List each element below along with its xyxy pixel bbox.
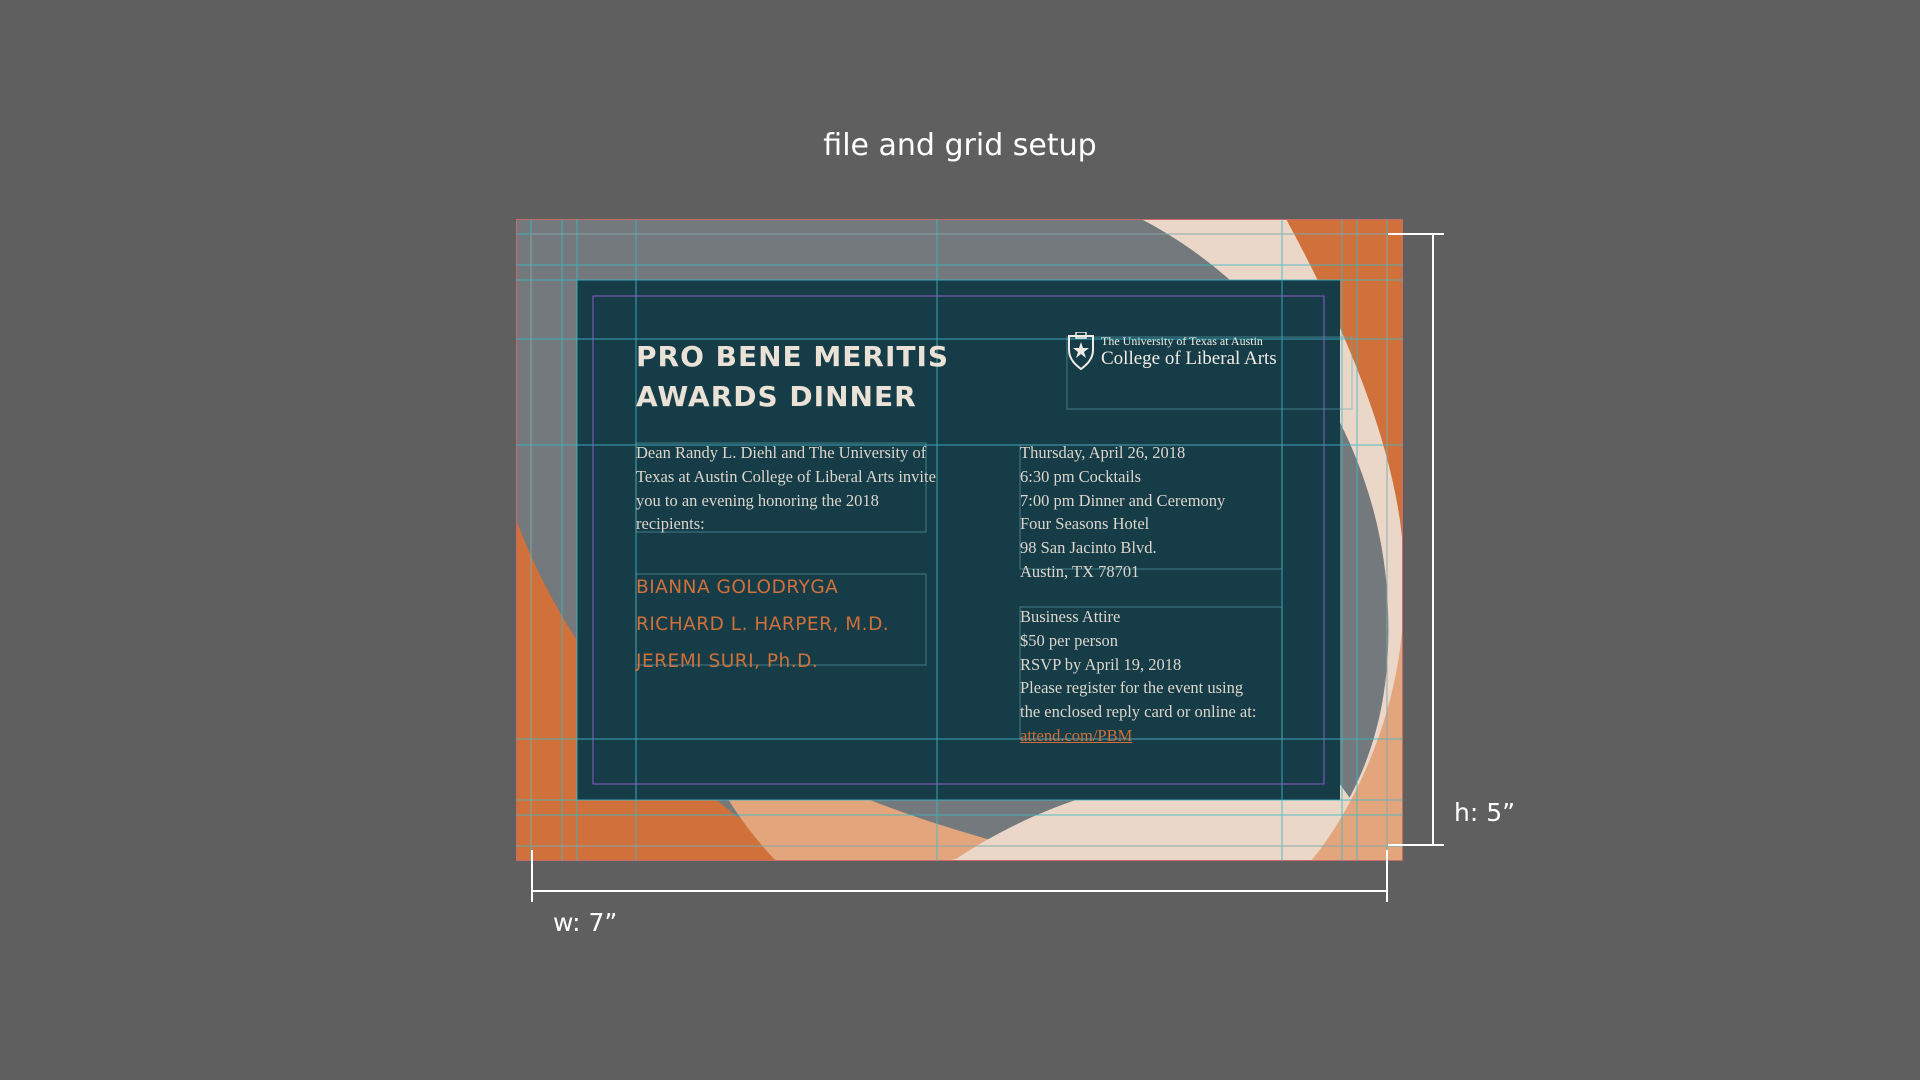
invitation-title [636, 337, 949, 417]
width-dimension-tick-left [531, 850, 533, 902]
rsvp-link[interactable]: attend.com/PBM [1020, 725, 1133, 745]
invitation-card [516, 219, 1403, 861]
recipient-name: RICHARD L. HARPER, M.D. [636, 614, 890, 635]
width-dimension-line [531, 890, 1388, 892]
height-label: h: 5” [1454, 798, 1516, 827]
event-venue: Four Seasons Hotel [1020, 514, 1150, 534]
width-dimension-tick-right [1386, 850, 1388, 902]
recipient-list [636, 569, 889, 680]
width-label: w: 7” [553, 908, 618, 937]
logo-college-name: College of Liberal Arts [1101, 348, 1277, 369]
event-cocktails: 6:30 pm Cocktails [1020, 466, 1141, 486]
height-dimension-tick-top [1388, 233, 1444, 235]
register-instructions-2: the enclosed reply card or online at: [1020, 702, 1257, 722]
title-line-2: AWARDS DINNER [636, 380, 917, 413]
event-date: Thursday, April 26, 2018 [1020, 443, 1186, 462]
page-title: file and grid setup [823, 128, 1097, 163]
ticket-price: $50 per person [1020, 630, 1119, 650]
title-line-1: PRO BENE MERITIS [636, 340, 950, 373]
recipient-name: BIANNA GOLODRYGA [636, 577, 839, 598]
height-dimension-tick-bottom [1388, 844, 1444, 846]
ut-shield-icon [1067, 332, 1095, 370]
register-instructions-1: Please register for the event using [1020, 678, 1244, 698]
height-dimension-line [1432, 233, 1434, 845]
event-extra-info [1020, 605, 1300, 748]
rsvp-deadline: RSVP by April 19, 2018 [1020, 654, 1182, 674]
college-logo [1067, 332, 1307, 376]
logo-university-name: The University of Texas at Austin [1101, 334, 1263, 348]
event-dinner: 7:00 pm Dinner and Ceremony [1020, 490, 1226, 510]
event-street: 98 San Jacinto Blvd. [1020, 538, 1157, 558]
invitation-intro: Dean Randy L. Diehl and The University of Texas at Austin College of Liberal Arts invite you to an evening honoring the 2018 recipients: [636, 443, 936, 534]
event-details [1020, 441, 1300, 584]
recipient-name: JEREMI SURI, Ph.D. [636, 651, 819, 672]
rsvp-link-item [1020, 724, 1300, 748]
event-city: Austin, TX 78701 [1020, 561, 1140, 581]
dress-code: Business Attire [1020, 607, 1121, 626]
